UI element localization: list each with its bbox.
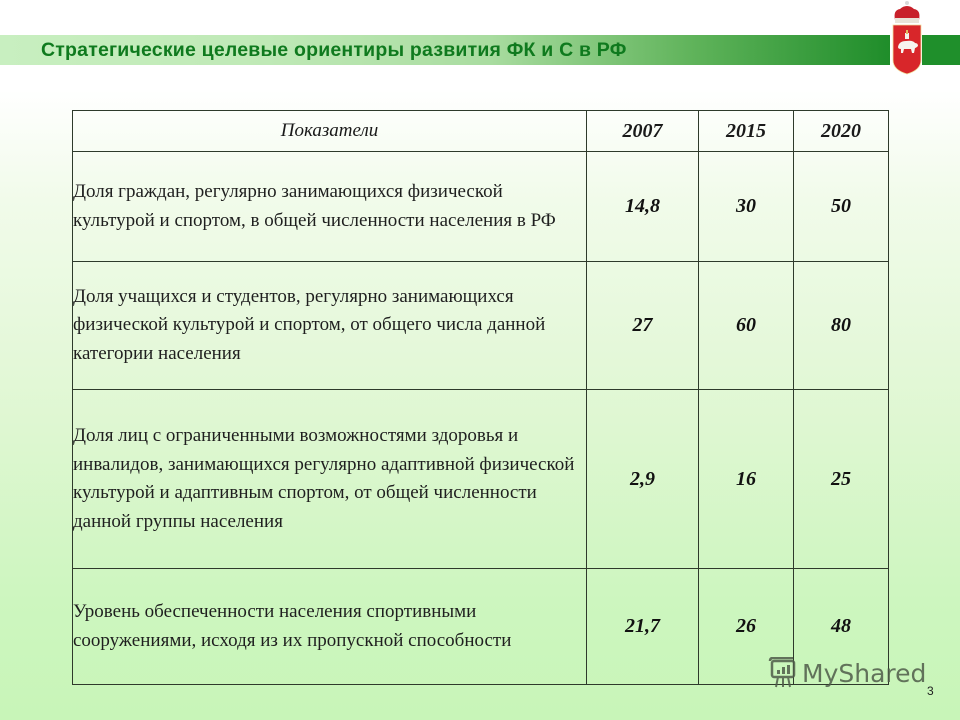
table-row xyxy=(73,569,889,685)
watermark-text: MyShared xyxy=(802,658,927,688)
slide-title: Стратегические целевые ориентиры развития ФК и С в РФ xyxy=(41,39,627,61)
value-2020: 50 xyxy=(794,152,889,262)
value-2007: 14,8 xyxy=(587,152,699,262)
table-header-row xyxy=(73,111,889,152)
indicator-cell: Доля граждан, регулярно занимающихся физической культурой и спортом, в общей численности населения в РФ xyxy=(73,152,587,262)
table-row xyxy=(73,152,889,262)
header-2020: 2020 xyxy=(794,111,889,152)
value-2015: 26 xyxy=(699,569,794,685)
table-row xyxy=(73,390,889,569)
title-bar-right-segment xyxy=(922,35,960,65)
header-2007: 2007 xyxy=(587,111,699,152)
value-2007: 2,9 xyxy=(587,390,699,569)
value-2015: 30 xyxy=(699,152,794,262)
value-2020: 25 xyxy=(794,390,889,569)
table-row xyxy=(73,262,889,390)
value-2015: 16 xyxy=(699,390,794,569)
watermark xyxy=(768,656,926,690)
presentation-board-icon xyxy=(768,657,798,689)
value-2007: 27 xyxy=(587,262,699,390)
value-2007: 21,7 xyxy=(587,569,699,685)
value-2020: 48 xyxy=(794,569,889,685)
targets-table xyxy=(72,110,889,685)
page-number: 3 xyxy=(927,684,934,698)
value-2020: 80 xyxy=(794,262,889,390)
value-2015: 60 xyxy=(699,262,794,390)
indicator-cell: Доля учащихся и студентов, регулярно занимающихся физической культурой и спортом, от общего числа данной категории населения xyxy=(73,262,587,390)
indicator-cell: Уровень обеспеченности населения спортивными сооружениями, исходя из их пропускной способности xyxy=(73,569,587,685)
indicator-cell: Доля лиц с ограниченными возможностями здоровья и инвалидов, занимающихся регулярно адаптивной физической культурой и адаптивным спортом, от общей численности данной группы населения xyxy=(73,390,587,569)
header-indicators: Показатели xyxy=(73,111,587,152)
header-2015: 2015 xyxy=(699,111,794,152)
coat-of-arms-icon xyxy=(889,0,925,76)
